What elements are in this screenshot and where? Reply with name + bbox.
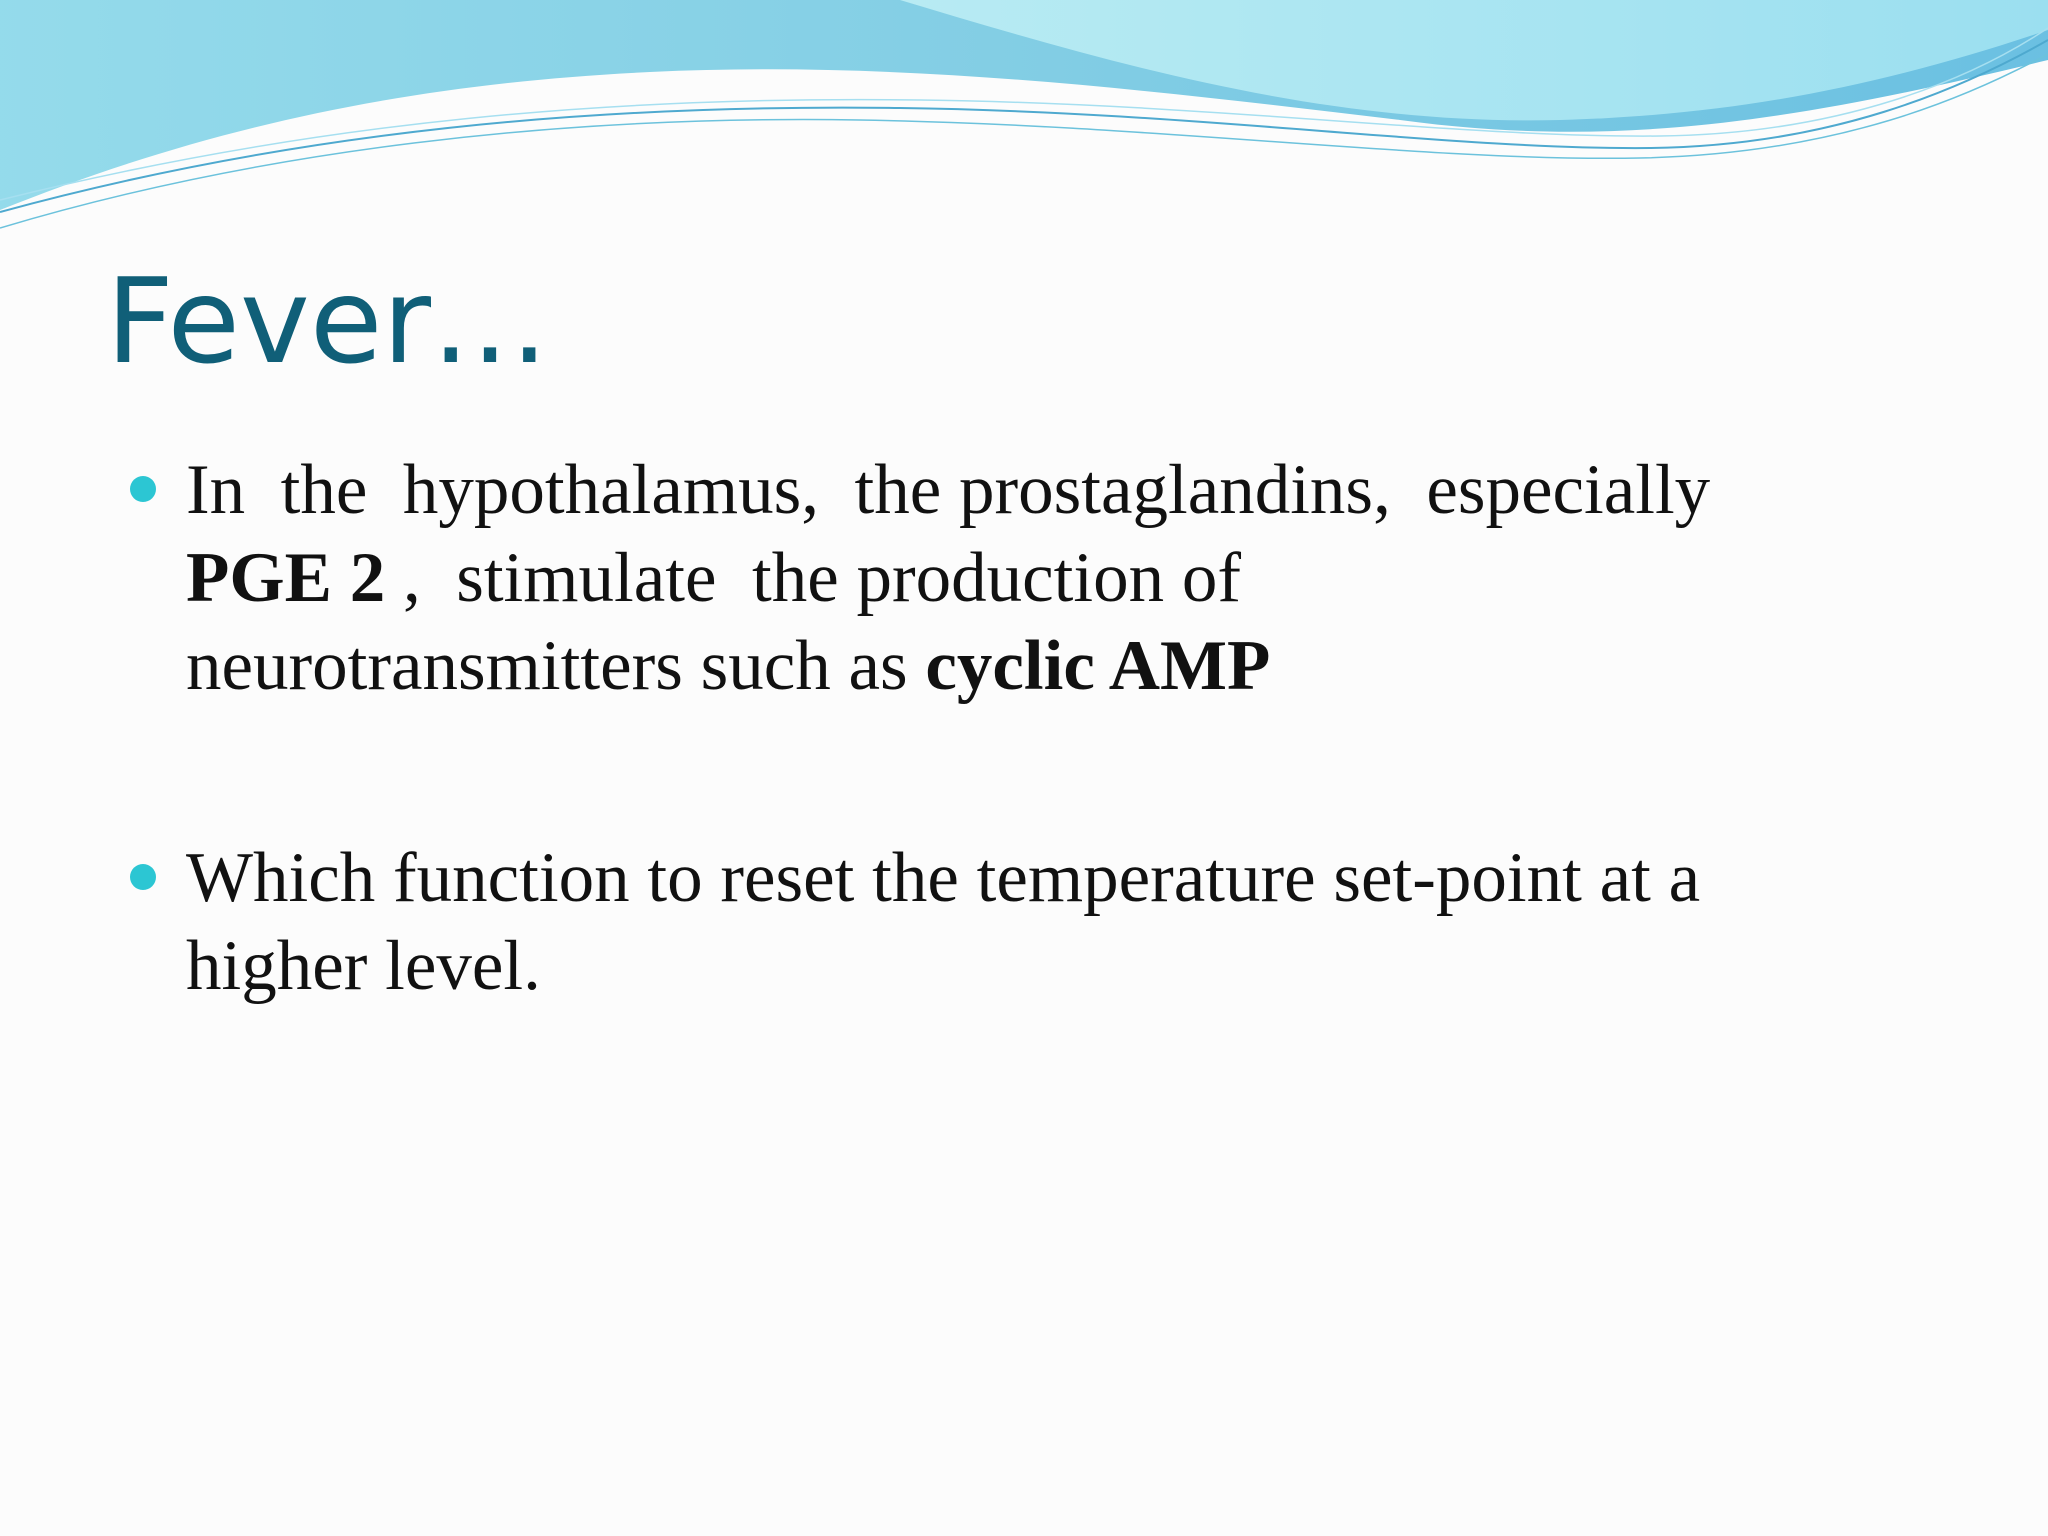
bullet-text: higher level.: [186, 927, 541, 1005]
bullet-bold-text: PGE 2: [186, 539, 386, 617]
bullet-item: [130, 446, 1990, 710]
bullet-text: Which function to reset the temperature set-point at a: [186, 839, 1701, 917]
bullet-bold-text: cyclic AMP: [925, 627, 1271, 705]
bullet-text: In the hypothalamus, the prostaglandins, especially: [186, 451, 1711, 529]
bullet-text: , stimulate the production of: [385, 539, 1241, 617]
bullet-marker-icon: [130, 864, 156, 890]
bullet-line: [186, 446, 1990, 534]
bullet-line: [186, 834, 1990, 922]
bullet-line: [186, 534, 1990, 622]
slide-title: Fever…: [106, 252, 549, 390]
header-wave-decoration: [0, 0, 2048, 240]
bullet-line: [186, 622, 1990, 710]
bullet-marker-icon: [130, 476, 156, 502]
bullet-list: [130, 446, 1990, 1010]
bullet-text: neurotransmitters such as: [186, 627, 926, 705]
bullet-item: [130, 834, 1990, 1010]
bullet-line: [186, 922, 1990, 1010]
